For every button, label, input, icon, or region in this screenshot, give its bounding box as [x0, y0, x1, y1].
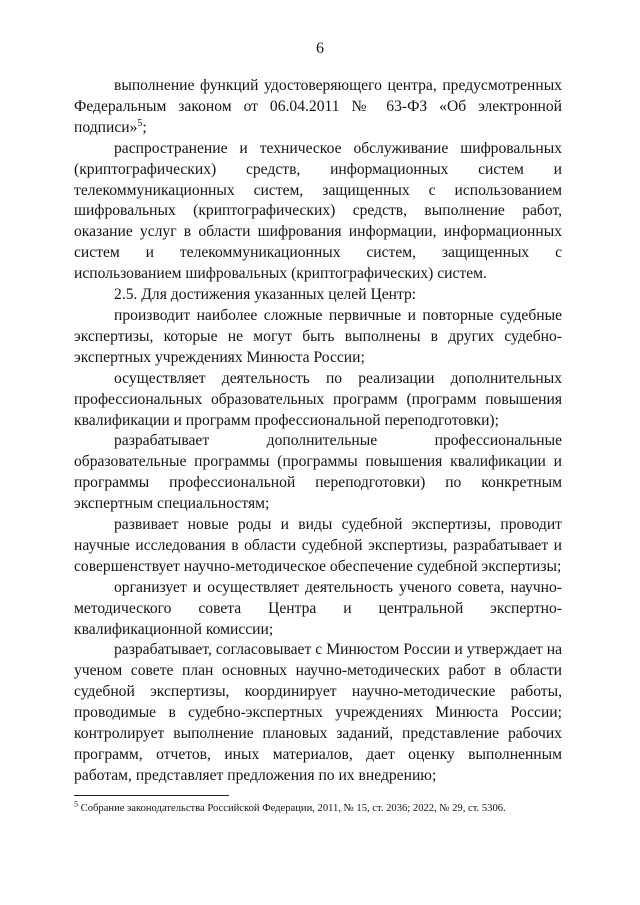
paragraph-research-plan: разрабатывает, согласовывает с Минюстом России и утверждает на ученом совете план основных научно-методических работ в области судебной экспертизы, координирует научно-методические работы, проводимые в судебно-экспертных учреждениях Минюста России; контролирует выполнение плановых заданий, представление рабочих программ, отчетов, иных материалов, дает оценку выполненным работам, представляет предложения по их внедрению; [74, 641, 562, 784]
paragraph-ca-functions [74, 76, 562, 139]
paragraph-education-programs: осуществляет деятельность по реализации дополнительных профессиональных образовательных программ (программ повышения квалификации и программ профессиональной переподготовки); [74, 369, 562, 429]
paragraph-research: развивает новые роды и виды судебной экспертизы, проводит научные исследования в области судебной экспертизы, разрабатывает и совершенствует научно-методическое обеспечение судебной экспертизы; [74, 516, 562, 575]
paragraph-councils: организует и осуществляет деятельность ученого совета, научно-методического совета Центра и центральной экспертно-квалификационной комиссии; [74, 578, 562, 638]
document-body [74, 76, 562, 787]
paragraph-text: выполнение функций удостоверяющего центра, предусмотренных Федеральным законом от 06.04.2011 № 63-ФЗ «Об электронной подписи» [74, 77, 562, 136]
footnote-reference: 5 [137, 117, 143, 129]
footnote-divider [74, 795, 229, 796]
footnote-mark: 5 [74, 799, 78, 809]
page-number: 6 [316, 40, 324, 57]
section-heading-2-5: 2.5. Для достижения указанных целей Центр: [114, 286, 417, 304]
footnote-text: Собрание законодательства Российской Федерации, 2011, № 15, ст. 2036; 2022, № 29, ст. 5306. [80, 803, 506, 814]
paragraph-program-development: разрабатывает дополнительные профессиональные образовательные программы (программы повышения квалификации и программы профессиональной переподготовки) по конкретным экспертным специальностям; [74, 432, 562, 513]
paragraph-expertise: производит наиболее сложные первичные и повторные судебные экспертизы, которые не могут быть выполнены в других судебно-экспертных учреждениях Минюста России; [74, 306, 562, 366]
footnote [74, 799, 562, 816]
paragraph-crypto-services: распространение и техническое обслуживание шифровальных (криптографических) средств, информационных систем и телекоммуникационных систем, защищенных с использованием шифровальных (криптографических) средств, выполнение работ, оказание услуг в области шифрования информации, информационных систем и телекоммуникационных систем, защищенных с использованием шифровальных (криптографических) систем. [74, 139, 562, 283]
paragraph-tail: ; [142, 118, 147, 136]
